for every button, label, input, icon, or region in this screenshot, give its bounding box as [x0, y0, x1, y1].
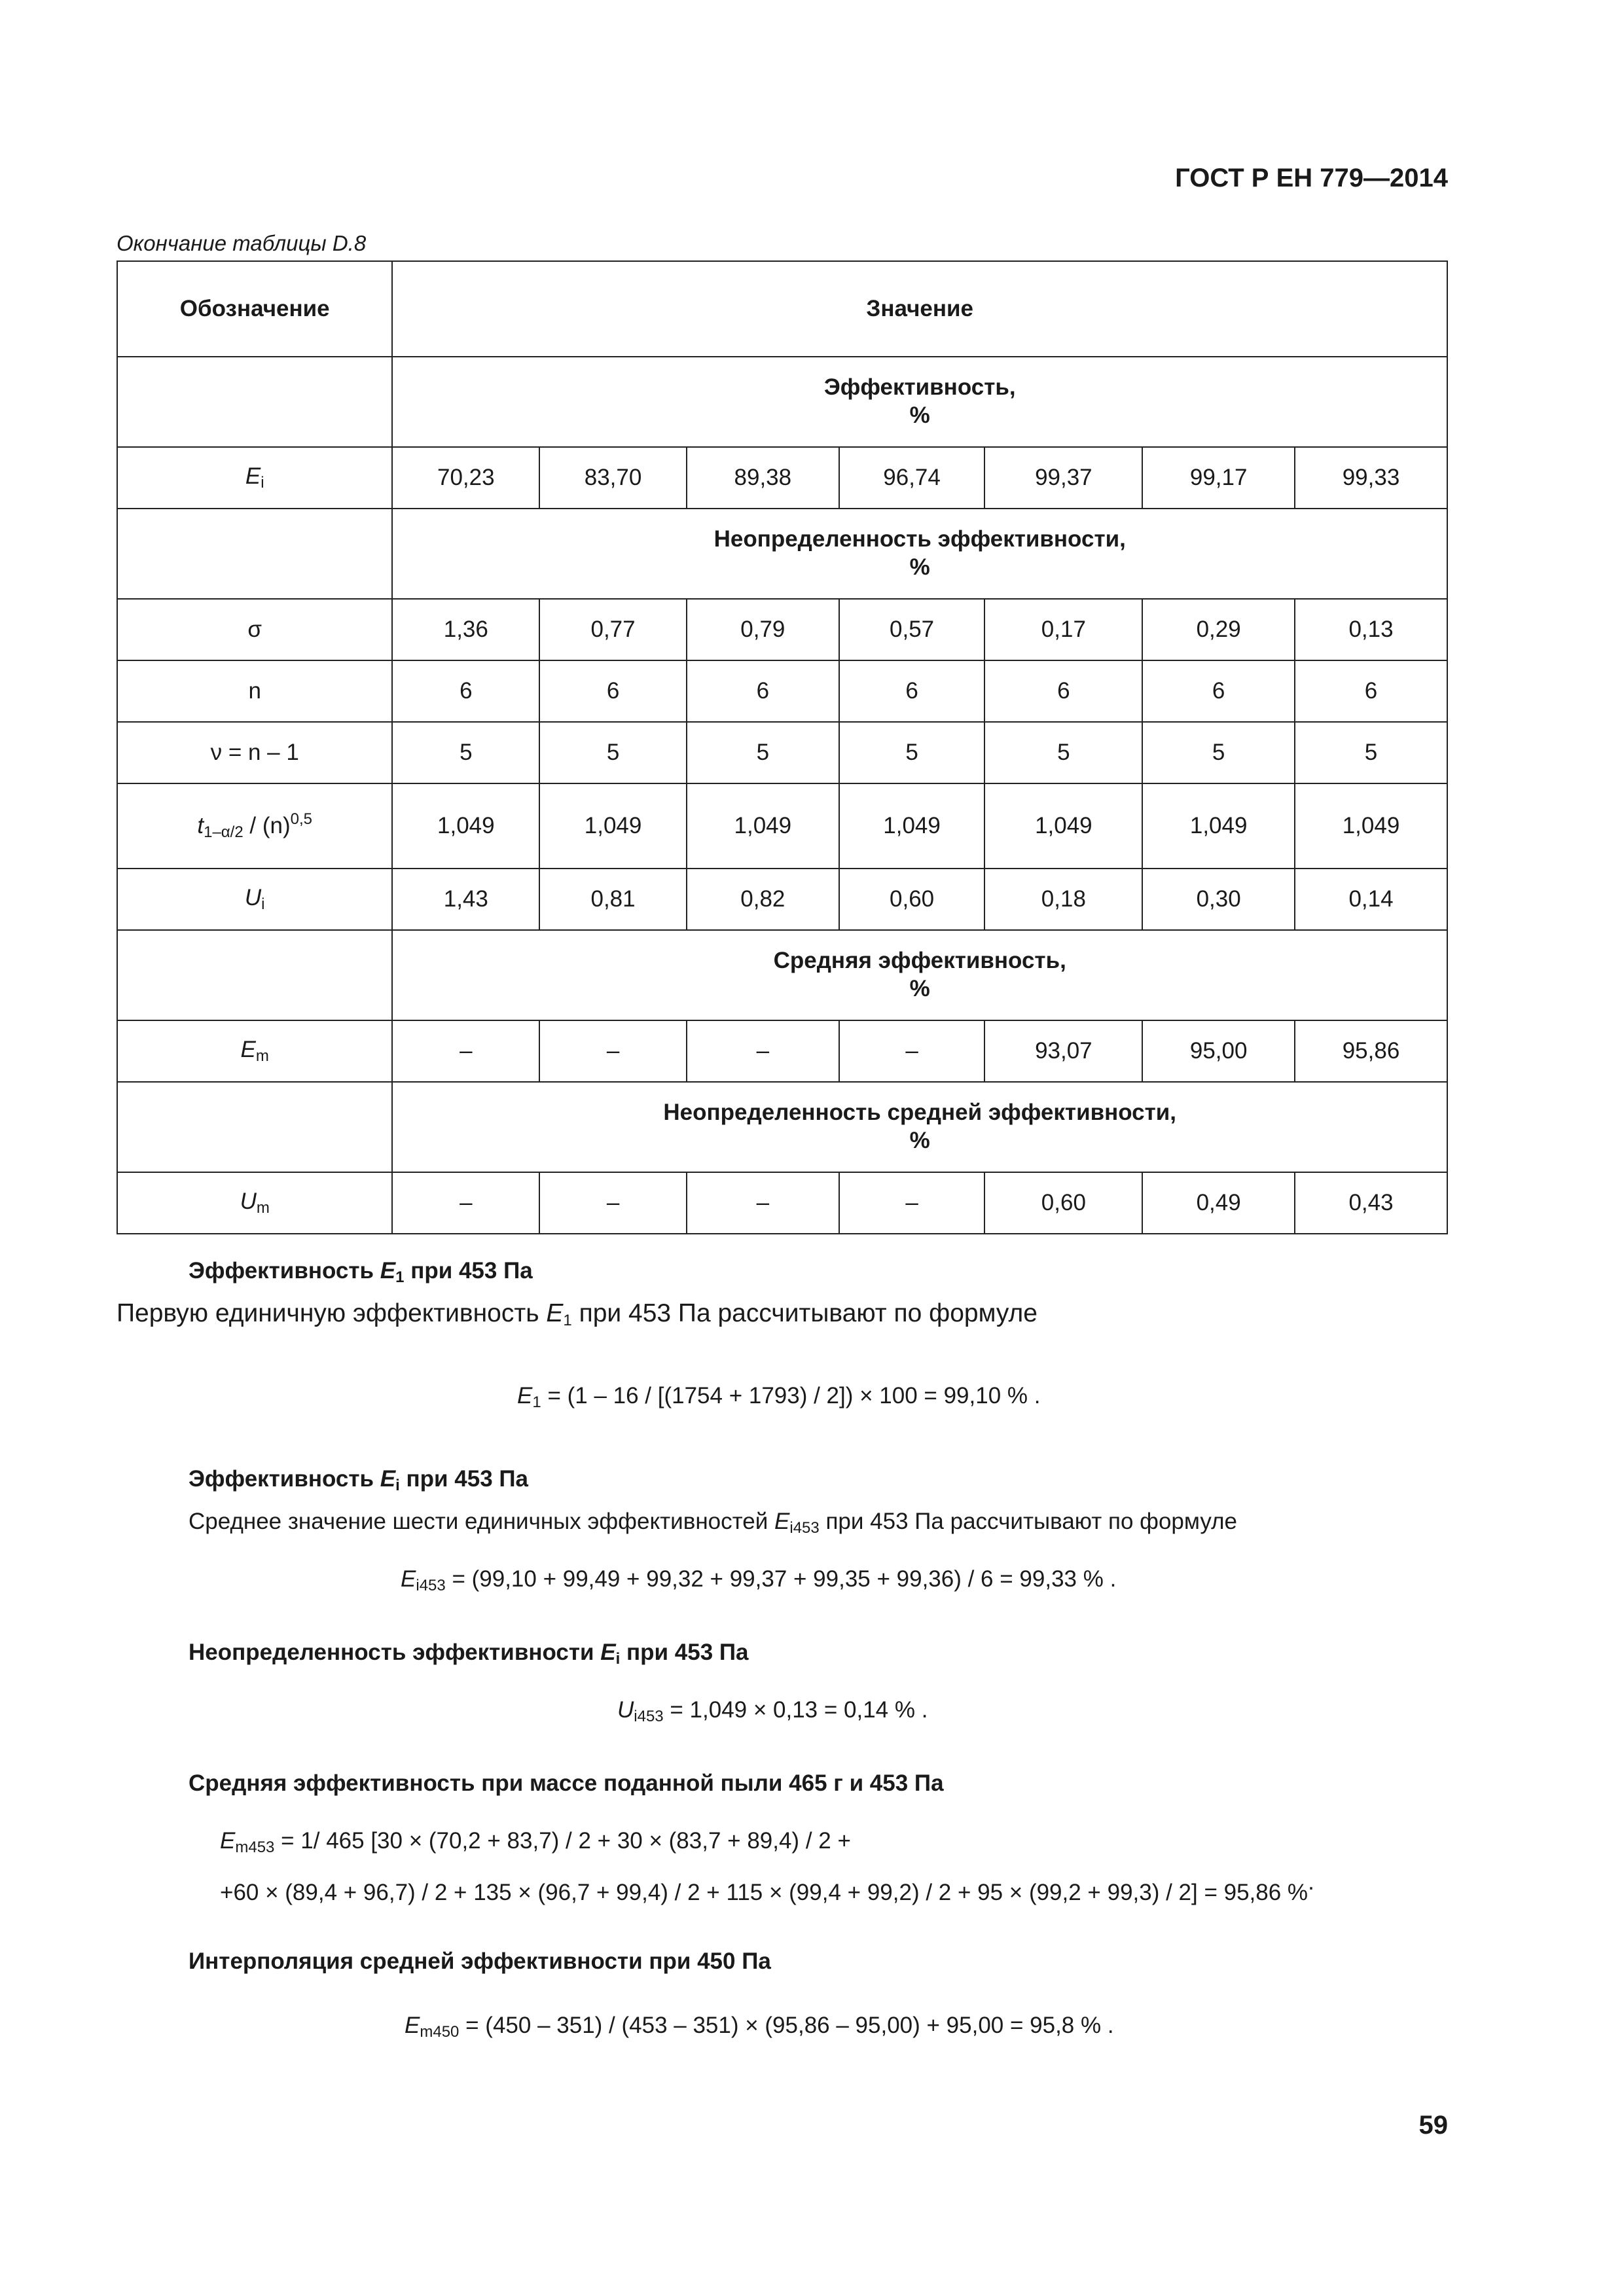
cell: 99,17: [1142, 447, 1295, 509]
cell: 6: [539, 660, 687, 722]
heading-ei: Эффективность $E_i$ при 453 Па: [189, 1466, 529, 1494]
cell: 0,30: [1142, 869, 1295, 930]
section-title-text: Средняя эффективность,: [773, 948, 1066, 974]
symbol-sigma: σ: [117, 599, 392, 660]
section-title-unit: %: [909, 554, 930, 580]
section-title-unit: %: [909, 1128, 930, 1153]
row-nu: [117, 722, 1447, 783]
row-Um: [117, 1172, 1447, 1234]
heading-interpolation: Интерполяция средней эффективности при 450 Па: [189, 1948, 771, 1974]
cell: 0,17: [984, 599, 1142, 660]
cell: 99,33: [1295, 447, 1447, 509]
empty-cell: [117, 930, 392, 1020]
cell: 1,049: [687, 783, 839, 869]
cell: 93,07: [984, 1020, 1142, 1082]
symbol-nu: ν = n – 1: [117, 722, 392, 783]
empty-cell: [117, 357, 392, 447]
cell: 0,81: [539, 869, 687, 930]
cell: –: [539, 1172, 687, 1234]
section-title-mean-uncertainty: [392, 1082, 1447, 1172]
section-title-unit: %: [909, 976, 930, 1001]
page-number: 59: [1418, 2111, 1448, 2140]
symbol-Em: $E_m$: [117, 1020, 392, 1082]
row-n: [117, 660, 1447, 722]
data-table: [117, 260, 1448, 1234]
cell: 0,13: [1295, 599, 1447, 660]
cell: 1,049: [392, 783, 539, 869]
formula-e1: $E_1 = (1 - 16 / [(1754 + 1793) / 2]) \times 100 = 99,10$ % .: [517, 1383, 1041, 1411]
col-header-symbol: Обозначение: [117, 261, 392, 357]
row-t: [117, 783, 1447, 869]
row-Em: [117, 1020, 1447, 1082]
formula-ei: $E_{i453} = (99,10 + 99,49 + 99,32 + 99,37 + 99,35 + 99,36) / 6 = 99,33$ % .: [401, 1566, 1117, 1594]
cell: 1,43: [392, 869, 539, 930]
cell: 0,79: [687, 599, 839, 660]
formula-em-line2: +60 × (89,4 + 96,7) / 2 + 135 × (96,7 + 99,4) / 2 + 115 × (99,4 + 99,2) / 2 + 95 × (99,2 + 99,3) / 2] = 95,86 %.: [220, 1869, 1314, 1905]
cell: 0,29: [1142, 599, 1295, 660]
section-title-unit: %: [909, 403, 930, 428]
cell: –: [839, 1020, 985, 1082]
document-code: ГОСТ Р ЕН 779—2014: [1175, 164, 1448, 192]
formula-interpolation: $E_{m450} = (450 - 351) / (453 - 351) \times (95,86 - 95,00) + 95,00 = 95,8$ % .: [405, 2013, 1114, 2041]
cell: 95,86: [1295, 1020, 1447, 1082]
cell: 0,57: [839, 599, 985, 660]
paragraph-ei: Среднее значение шести единичных эффективностей $E_{i453}$ при 453 Па рассчитывают по формуле: [189, 1509, 1237, 1537]
section-title-efficiency: [392, 357, 1447, 447]
paragraph-e1: Первую единичную эффективность $E_1$ при 453 Па рассчитывают по формуле: [117, 1299, 1038, 1329]
table-header-row: [117, 261, 1447, 357]
section-title-text: Эффективность,: [823, 374, 1016, 401]
empty-cell: [117, 1082, 392, 1172]
cell: 0,82: [687, 869, 839, 930]
cell: 5: [392, 722, 539, 783]
cell: 95,00: [1142, 1020, 1295, 1082]
cell: 1,049: [984, 783, 1142, 869]
cell: 0,43: [1295, 1172, 1447, 1234]
section-title-mean-efficiency: [392, 930, 1447, 1020]
cell: 6: [984, 660, 1142, 722]
table-caption: Окончание таблицы D.8: [117, 231, 367, 255]
cell: 0,49: [1142, 1172, 1295, 1234]
cell: 99,37: [984, 447, 1142, 509]
section-row-uncertainty: [117, 509, 1447, 599]
symbol-Ui: $U_i$: [117, 869, 392, 930]
symbol-n: n: [117, 660, 392, 722]
cell: 6: [1142, 660, 1295, 722]
cell: 1,36: [392, 599, 539, 660]
section-title-text: Неопределенность средней эффективности,: [663, 1100, 1177, 1126]
col-header-value: Значение: [392, 261, 1447, 357]
cell: 0,18: [984, 869, 1142, 930]
cell: 1,049: [1295, 783, 1447, 869]
cell: 89,38: [687, 447, 839, 509]
formula-ui: $U_{i453} = 1,049 \times 0,13 = 0,14$ % .: [617, 1697, 928, 1725]
cell: 0,14: [1295, 869, 1447, 930]
section-row-mean-efficiency: [117, 930, 1447, 1020]
cell: –: [392, 1172, 539, 1234]
cell: 0,60: [839, 869, 985, 930]
cell: 5: [1142, 722, 1295, 783]
cell: 6: [687, 660, 839, 722]
cell: –: [687, 1172, 839, 1234]
cell: 1,049: [539, 783, 687, 869]
cell: 0,60: [984, 1172, 1142, 1234]
row-Ui: [117, 869, 1447, 930]
cell: 1,049: [839, 783, 985, 869]
cell: 96,74: [839, 447, 985, 509]
cell: 5: [539, 722, 687, 783]
symbol-Ei: $E_i$: [117, 447, 392, 509]
cell: 5: [839, 722, 985, 783]
section-title-uncertainty: [392, 509, 1447, 599]
symbol-Um: $U_m$: [117, 1172, 392, 1234]
cell: 0,77: [539, 599, 687, 660]
empty-cell: [117, 509, 392, 599]
symbol-t: $t_{1-\alpha/2} / (n)^{0,5}$: [117, 783, 392, 869]
cell: –: [839, 1172, 985, 1234]
cell: 83,70: [539, 447, 687, 509]
cell: 5: [687, 722, 839, 783]
cell: 6: [839, 660, 985, 722]
cell: –: [687, 1020, 839, 1082]
cell: 5: [984, 722, 1142, 783]
row-sigma: [117, 599, 1447, 660]
cell: 5: [1295, 722, 1447, 783]
cell: 6: [1295, 660, 1447, 722]
cell: 70,23: [392, 447, 539, 509]
row-Ei: [117, 447, 1447, 509]
cell: 6: [392, 660, 539, 722]
formula-em-line1: $E_{m453} = 1/$ 465 [30 × (70,2 + 83,7) / 2 + 30 × (83,7 + 89,4) / 2 +: [220, 1828, 851, 1856]
section-row-mean-uncertainty: [117, 1082, 1447, 1172]
cell: –: [539, 1020, 687, 1082]
cell: –: [392, 1020, 539, 1082]
heading-e1: Эффективность $E_1$ при 453 Па: [189, 1258, 533, 1286]
cell: 1,049: [1142, 783, 1295, 869]
section-title-text: Неопределенность эффективности,: [713, 526, 1126, 552]
heading-ui: Неопределенность эффективности $E_i$ при 453 Па: [189, 1640, 749, 1668]
heading-em: Средняя эффективность при массе поданной пыли 465 г и 453 Па: [189, 1770, 944, 1796]
section-row-efficiency: [117, 357, 1447, 447]
